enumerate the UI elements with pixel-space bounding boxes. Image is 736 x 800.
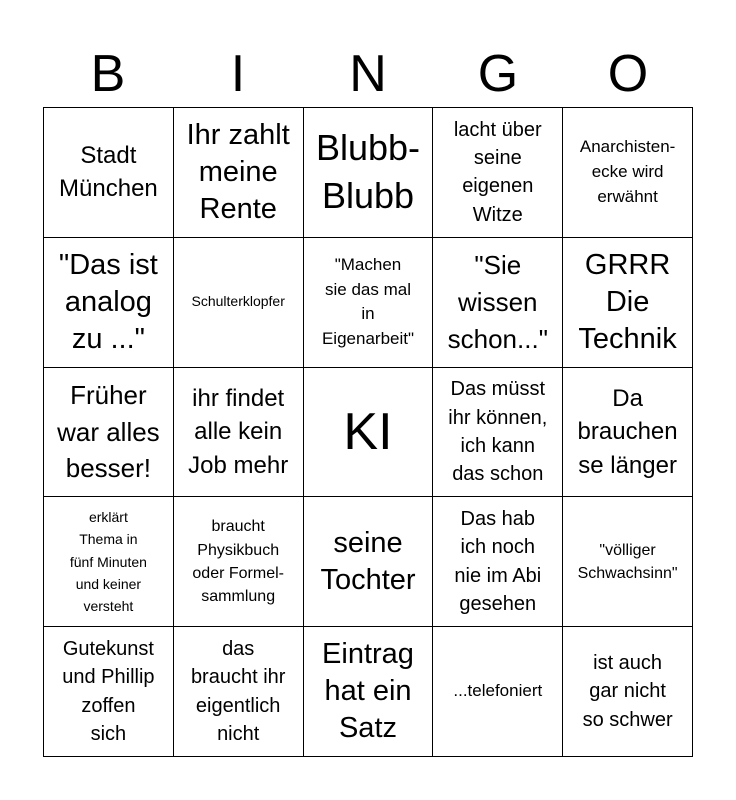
bingo-cell-text: "Machen sie das mal in Eigenarbeit" bbox=[321, 254, 415, 348]
bingo-cell-r2-c1[interactable] bbox=[44, 238, 174, 368]
bingo-cell-r2-c4[interactable] bbox=[433, 238, 563, 368]
bingo-cell-text: Früher war alles besser! bbox=[57, 379, 160, 484]
bingo-cell-r1-c4[interactable] bbox=[433, 108, 563, 238]
bingo-cell-r1-c5[interactable] bbox=[563, 108, 693, 238]
bingo-cell-text: "völliger Schwachsinn" bbox=[577, 541, 678, 582]
bingo-cell-r4-c3[interactable] bbox=[304, 497, 434, 627]
header-letter-g: G bbox=[477, 45, 519, 103]
header-letter-o: O bbox=[607, 45, 649, 103]
bingo-cell-text: "Sie wissen schon..." bbox=[447, 249, 548, 354]
bingo-cell-r4-c2[interactable] bbox=[174, 497, 304, 627]
bingo-cell-r2-c3[interactable] bbox=[304, 238, 434, 368]
bingo-cell-r3-c3[interactable] bbox=[304, 368, 434, 498]
bingo-board bbox=[43, 107, 693, 757]
bingo-cell-text: Schulterklopfer bbox=[191, 293, 285, 310]
header-letter-n: N bbox=[349, 45, 387, 103]
bingo-cell-text: Blubb- Blubb bbox=[315, 126, 421, 217]
bingo-cell-r3-c1[interactable] bbox=[44, 368, 174, 498]
header-letter-b: B bbox=[90, 45, 126, 103]
bingo-cell-r4-c5[interactable] bbox=[563, 497, 693, 627]
bingo-cell-text: Gutekunst und Phillip zoffen sich bbox=[62, 637, 155, 745]
bingo-cell-r5-c1[interactable] bbox=[44, 627, 174, 757]
bingo-cell-text: lacht über seine eigenen Witze bbox=[453, 118, 542, 226]
bingo-cell-text: ihr findet alle kein Job mehr bbox=[188, 385, 289, 479]
bingo-cell-text: Das müsst ihr können, ich kann das schon bbox=[448, 378, 548, 486]
bingo-cell-r5-c3[interactable] bbox=[304, 627, 434, 757]
bingo-cell-r2-c2[interactable] bbox=[174, 238, 304, 368]
bingo-cell-text: "Das ist analog zu ..." bbox=[58, 248, 158, 355]
bingo-cell-text: Da brauchen se länger bbox=[577, 385, 678, 479]
bingo-cell-r5-c2[interactable] bbox=[174, 627, 304, 757]
bingo-cell-text: KI bbox=[343, 402, 393, 461]
bingo-cell-r3-c2[interactable] bbox=[174, 368, 304, 498]
bingo-cell-r5-c4[interactable] bbox=[433, 627, 563, 757]
bingo-cell-text: Das hab ich noch nie im Abi gesehen bbox=[454, 508, 542, 616]
bingo-cell-text: das braucht ihr eigentlich nicht bbox=[190, 637, 286, 745]
bingo-cell-text: ist auch gar nicht so schwer bbox=[582, 652, 673, 731]
bingo-cell-text: ...telefoniert bbox=[453, 681, 543, 701]
bingo-cell-r3-c4[interactable] bbox=[433, 368, 563, 498]
bingo-cell-text: seine Tochter bbox=[320, 526, 416, 596]
bingo-cell-text: erklärt Thema in fünf Minuten und keiner versteht bbox=[69, 508, 147, 615]
header-letter-i: I bbox=[230, 45, 246, 103]
bingo-cell-r1-c2[interactable] bbox=[174, 108, 304, 238]
bingo-header bbox=[43, 40, 693, 108]
bingo-cell-text: Stadt München bbox=[59, 142, 158, 203]
bingo-cell-text: Anarchisten- ecke wird erwähnt bbox=[579, 137, 676, 206]
bingo-cell-text: braucht Physikbuch oder Formel- sammlung bbox=[192, 518, 284, 605]
bingo-cell-text: GRRR Die Technik bbox=[578, 248, 677, 355]
bingo-cell-r1-c3[interactable] bbox=[304, 108, 434, 238]
bingo-cell-r4-c4[interactable] bbox=[433, 497, 563, 627]
bingo-cell-text: Eintrag hat ein Satz bbox=[322, 637, 414, 745]
bingo-cell-r3-c5[interactable] bbox=[563, 368, 693, 498]
bingo-cell-r1-c1[interactable] bbox=[44, 108, 174, 238]
bingo-cell-r5-c5[interactable] bbox=[563, 627, 693, 757]
bingo-cell-r2-c5[interactable] bbox=[563, 238, 693, 368]
bingo-cell-text: Ihr zahlt meine Rente bbox=[186, 118, 290, 225]
bingo-cell-r4-c1[interactable] bbox=[44, 497, 174, 627]
